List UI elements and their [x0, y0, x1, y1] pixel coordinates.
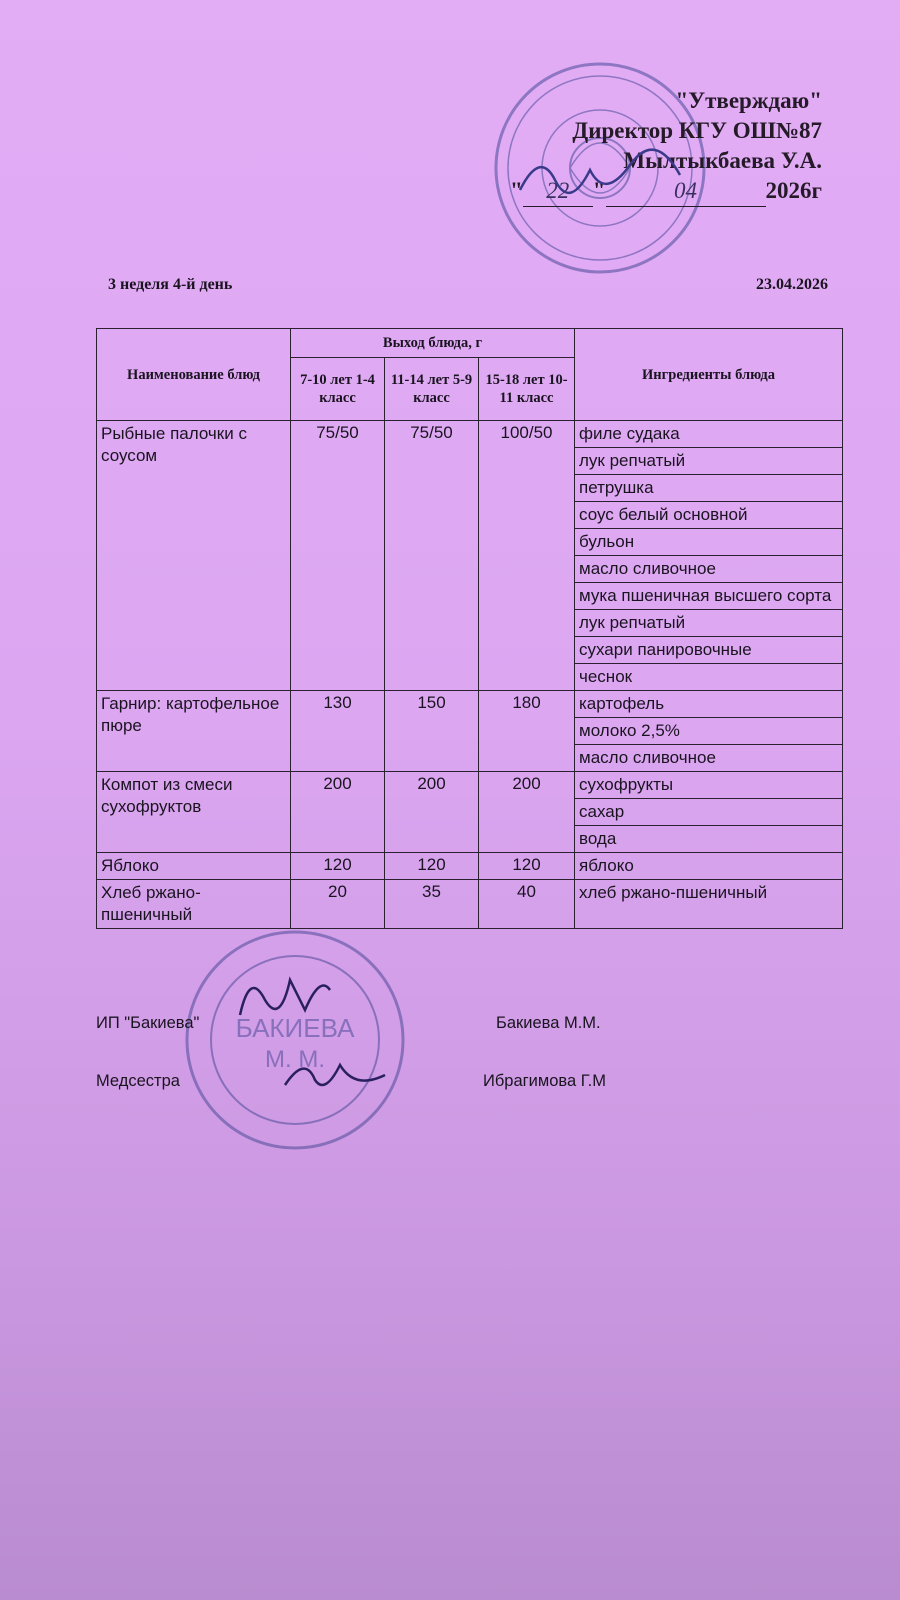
dish-name: Хлеб ржано-пшеничный: [97, 880, 291, 929]
ingredient: хлеб ржано-пшеничный: [575, 880, 843, 929]
ingredient: соус белый основной: [575, 502, 843, 529]
signatures-block: [96, 1014, 636, 1130]
ingredient: сухофрукты: [575, 772, 843, 799]
ingredient: масло сливочное: [575, 556, 843, 583]
portion-age-group-3: 40: [479, 880, 575, 929]
ingredient: бульон: [575, 529, 843, 556]
approval-day: 22: [523, 176, 593, 207]
signature-row-entrepreneur: [96, 1014, 636, 1072]
dish-name: Гарнир: картофельное пюре: [97, 691, 291, 772]
ingredient: картофель: [575, 691, 843, 718]
ingredient: сахар: [575, 799, 843, 826]
ingredient: лук репчатый: [575, 610, 843, 637]
menu-body: [97, 421, 843, 929]
portion-age-group-3: 120: [479, 853, 575, 880]
ingredient: сухари панировочные: [575, 637, 843, 664]
ingredient: масло сливочное: [575, 745, 843, 772]
menu-table: [96, 328, 843, 929]
approval-year: 2026г: [765, 178, 822, 203]
signature-row-nurse: [96, 1072, 636, 1130]
header-age-11-14: 11-14 лет 5-9 класс: [385, 358, 479, 421]
ingredient: молоко 2,5%: [575, 718, 843, 745]
dish-name: Рыбные палочки с соусом: [97, 421, 291, 691]
stamp-name: БАКИЕВА: [235, 1013, 355, 1043]
approval-title: "Утверждаю": [675, 88, 822, 113]
table-row: [97, 772, 843, 799]
portion-age-group-1: 75/50: [291, 421, 385, 691]
ingredient: вода: [575, 826, 843, 853]
portion-age-group-3: 100/50: [479, 421, 575, 691]
portion-age-group-3: 200: [479, 772, 575, 853]
table-row: [97, 421, 843, 448]
portion-age-group-2: 75/50: [385, 421, 479, 691]
approval-month: 04: [606, 176, 766, 207]
header-age-15-18: 15-18 лет 10-11 класс: [479, 358, 575, 421]
header-age-7-10: 7-10 лет 1-4 класс: [291, 358, 385, 421]
menu-meta: [108, 276, 828, 294]
table-row: [97, 691, 843, 718]
portion-age-group-2: 200: [385, 772, 479, 853]
approval-director-name: Мылтыкбаева У.А.: [623, 148, 822, 173]
signature-name: Ибрагимова Г.М: [483, 1072, 607, 1090]
director-signature: [510, 140, 710, 220]
portion-age-group-3: 180: [479, 691, 575, 772]
dish-name: Яблоко: [97, 853, 291, 880]
portion-age-group-2: 120: [385, 853, 479, 880]
ingredient: чеснок: [575, 664, 843, 691]
week-day-label: 3 неделя 4-й день: [108, 276, 233, 293]
ingredient: лук репчатый: [575, 448, 843, 475]
approval-position: Директор КГУ ОШ№87: [572, 118, 822, 143]
signature-role: Медсестра: [96, 1072, 180, 1090]
stamp-initials: М. М.: [265, 1046, 325, 1073]
portion-age-group-1: 120: [291, 853, 385, 880]
ingredient: филе судака: [575, 421, 843, 448]
header-dish: Наименование блюд: [97, 329, 291, 421]
table-row: [97, 880, 843, 929]
dish-name: Компот из смеси сухофруктов: [97, 772, 291, 853]
header-output: Выход блюда, г: [291, 329, 575, 358]
portion-age-group-1: 20: [291, 880, 385, 929]
approval-date-line: " 22 " 04 2026г: [462, 176, 822, 207]
portion-age-group-1: 200: [291, 772, 385, 853]
ingredient: мука пшеничная высшего сорта: [575, 583, 843, 610]
signature-role: ИП "Бакиева": [96, 1014, 200, 1032]
header-ingredients: Ингредиенты блюда: [575, 329, 843, 421]
menu-date: 23.04.2026: [756, 276, 828, 293]
ingredient: яблоко: [575, 853, 843, 880]
portion-age-group-1: 130: [291, 691, 385, 772]
signature-name: Бакиева М.М.: [496, 1014, 601, 1032]
table-row: [97, 853, 843, 880]
portion-age-group-2: 35: [385, 880, 479, 929]
ingredient: петрушка: [575, 475, 843, 502]
portion-age-group-2: 150: [385, 691, 479, 772]
